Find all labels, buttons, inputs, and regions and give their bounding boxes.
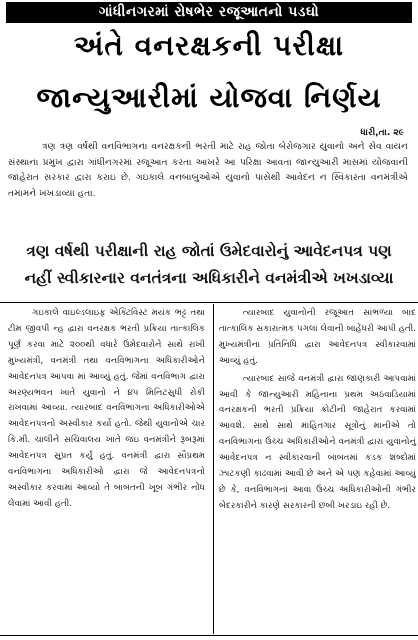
body-paragraph: ગઇકાલે વાઇલ્ડલાઇફ એક્ટિવિસ્ટ મયંક ભટ્ટ તથા ટીમ જીવપી ન્હ દ્વારા વનરક્ષક ભરતી પ્રક્રિયા તાત્કાલિક પૂર્ણ કરવા માટે ૨૦૦થી વધારે ઉમેદવારોને સાથે રાખી મુખ્યમંત્રી, વનમંત્રી તથા વનવિભાગના અધિકારીઓને આવેદનપત્ર આપવા માં આવ્યું હતું. જેમાં વનવિભાગ દ્વારા અરણ્યભવન ખાતે યુવાનો ને ૪૫ મિનિટસુધી રોકી રાખવામાં આવ્યા. ત્યારબાદ વનવિભાગના અધિકારીઓએ આવેદનપત્રનો અસ્વીકાર કર્યો હતો. જેથી યુવાનોએ ચાર કિ.મી. ચાલીને સચિવાલય ખાતે જઇ વનમંત્રીને રૂબરૂમાં આવેદનપત્ર સુપ્રત કર્યું હતું. વનમંત્રી દ્વારા સૌપ્રથમ વનવિભાગના અધિકારીઓ દ્વારા જે આવેદનપત્રનો અસ્વીકાર કરવામાં આવ્યો તે બાબતની ખૂબ ગંભીર નોંધ લેવામાં આવી હતી. (8, 308, 205, 509)
kicker-banner: ગાંધીનગરમાં રોષભેર રજૂઆતનો પડઘો (6, 2, 412, 23)
dateline: ધારી,તા. ૨૯ (360, 128, 404, 138)
subheadline (6, 238, 412, 296)
body-column-left (8, 306, 205, 515)
subheadline-line-1: ત્રણ વર્ષથી પરીક્ષાની રાહ જોતાં ઉમેદવારોનું આવેદનપત્ર પણ (26, 242, 392, 260)
body-paragraph: ત્યારબાદ સાંજે વનમંત્રી દ્વારા જાણકારી આપવામાં આવી કે જાન્યુઆરી મહિનાના પ્રથમ અઠવાડિયામાં વનરક્ષકની ભરતી પ્રક્રિયા ક્રોટીની જાહેરાત કરવામાં આવશે. સાથે સાથે માહિતગાર સૂત્રોનું માનીએ તો વનવિભાગના ઉચ્ચ અધિકારીઓને વનમંત્રી દ્વારા યુવાનોનું આવેદનપત્ર ન સ્વીકારવાની બાબતમાં કડક શબ્દોમાં ઝાટકણી કાઢવામાં આવી છે અને એ પણ કહેવામાં આવ્યું છે કે, વનવિભાગનાં આવા ઉચ્ચ અધિકારીઓની ગંભીર બેદરકારીને કારણે સરકારની છબી ખરડાઇ રહી છે. (219, 373, 416, 511)
body-paragraph: ત્યારબાદ યુવાનોની રજૂઆત સાંભળ્યા બાદ તાત્કાલિક સકારાત્મક પગલાં લેવાની બાહેંધરી આપી હતી. મુખ્યમંત્રીના પ્રતિનિધિ દ્વારા આવેદનપત્ર સ્વીકારવામાં આવ્યું હતું. (219, 308, 416, 366)
body-column-right (219, 306, 416, 517)
headline-line-2: જાન્યુઆરીમાં યોજવા નિર્ણય (36, 81, 382, 114)
subheadline-line-2: નહીં સ્વીકારનાર વનતંત્રના અધિકારીને વનમંત્રીએ ખખડાવ્યા (24, 269, 394, 287)
divider-bottom (0, 635, 418, 636)
intro-paragraph: ત્રણ ત્રણ વર્ષથી વનવિભાગના વનરક્ષકની ભરતી માટે રાહ જોતા બેરોજગાર યુવાનો અને સેવ વાયન સંસ્થાના પ્રમુખ દ્વારા ગાંધીનગરમાં રજૂઆત કરતા આખરે આ પરિક્ષા આવતા જાન્યુઆરી માસમાં યોજવાની જાહેરાત સરકાર દ્વારા કરાઇ છે. ગઇકાલે વનબાબુઓએ યુવાનો પાસેથી આવેદન ન સ્વિકારતા વનમંત્રીએ તમામને ખખડાવ્યા હતા. (8, 141, 408, 199)
column-divider (213, 304, 214, 634)
divider-top (0, 302, 418, 303)
headline-line-1: અંતે વનરક્ષકની પરીક્ષા (73, 29, 345, 62)
